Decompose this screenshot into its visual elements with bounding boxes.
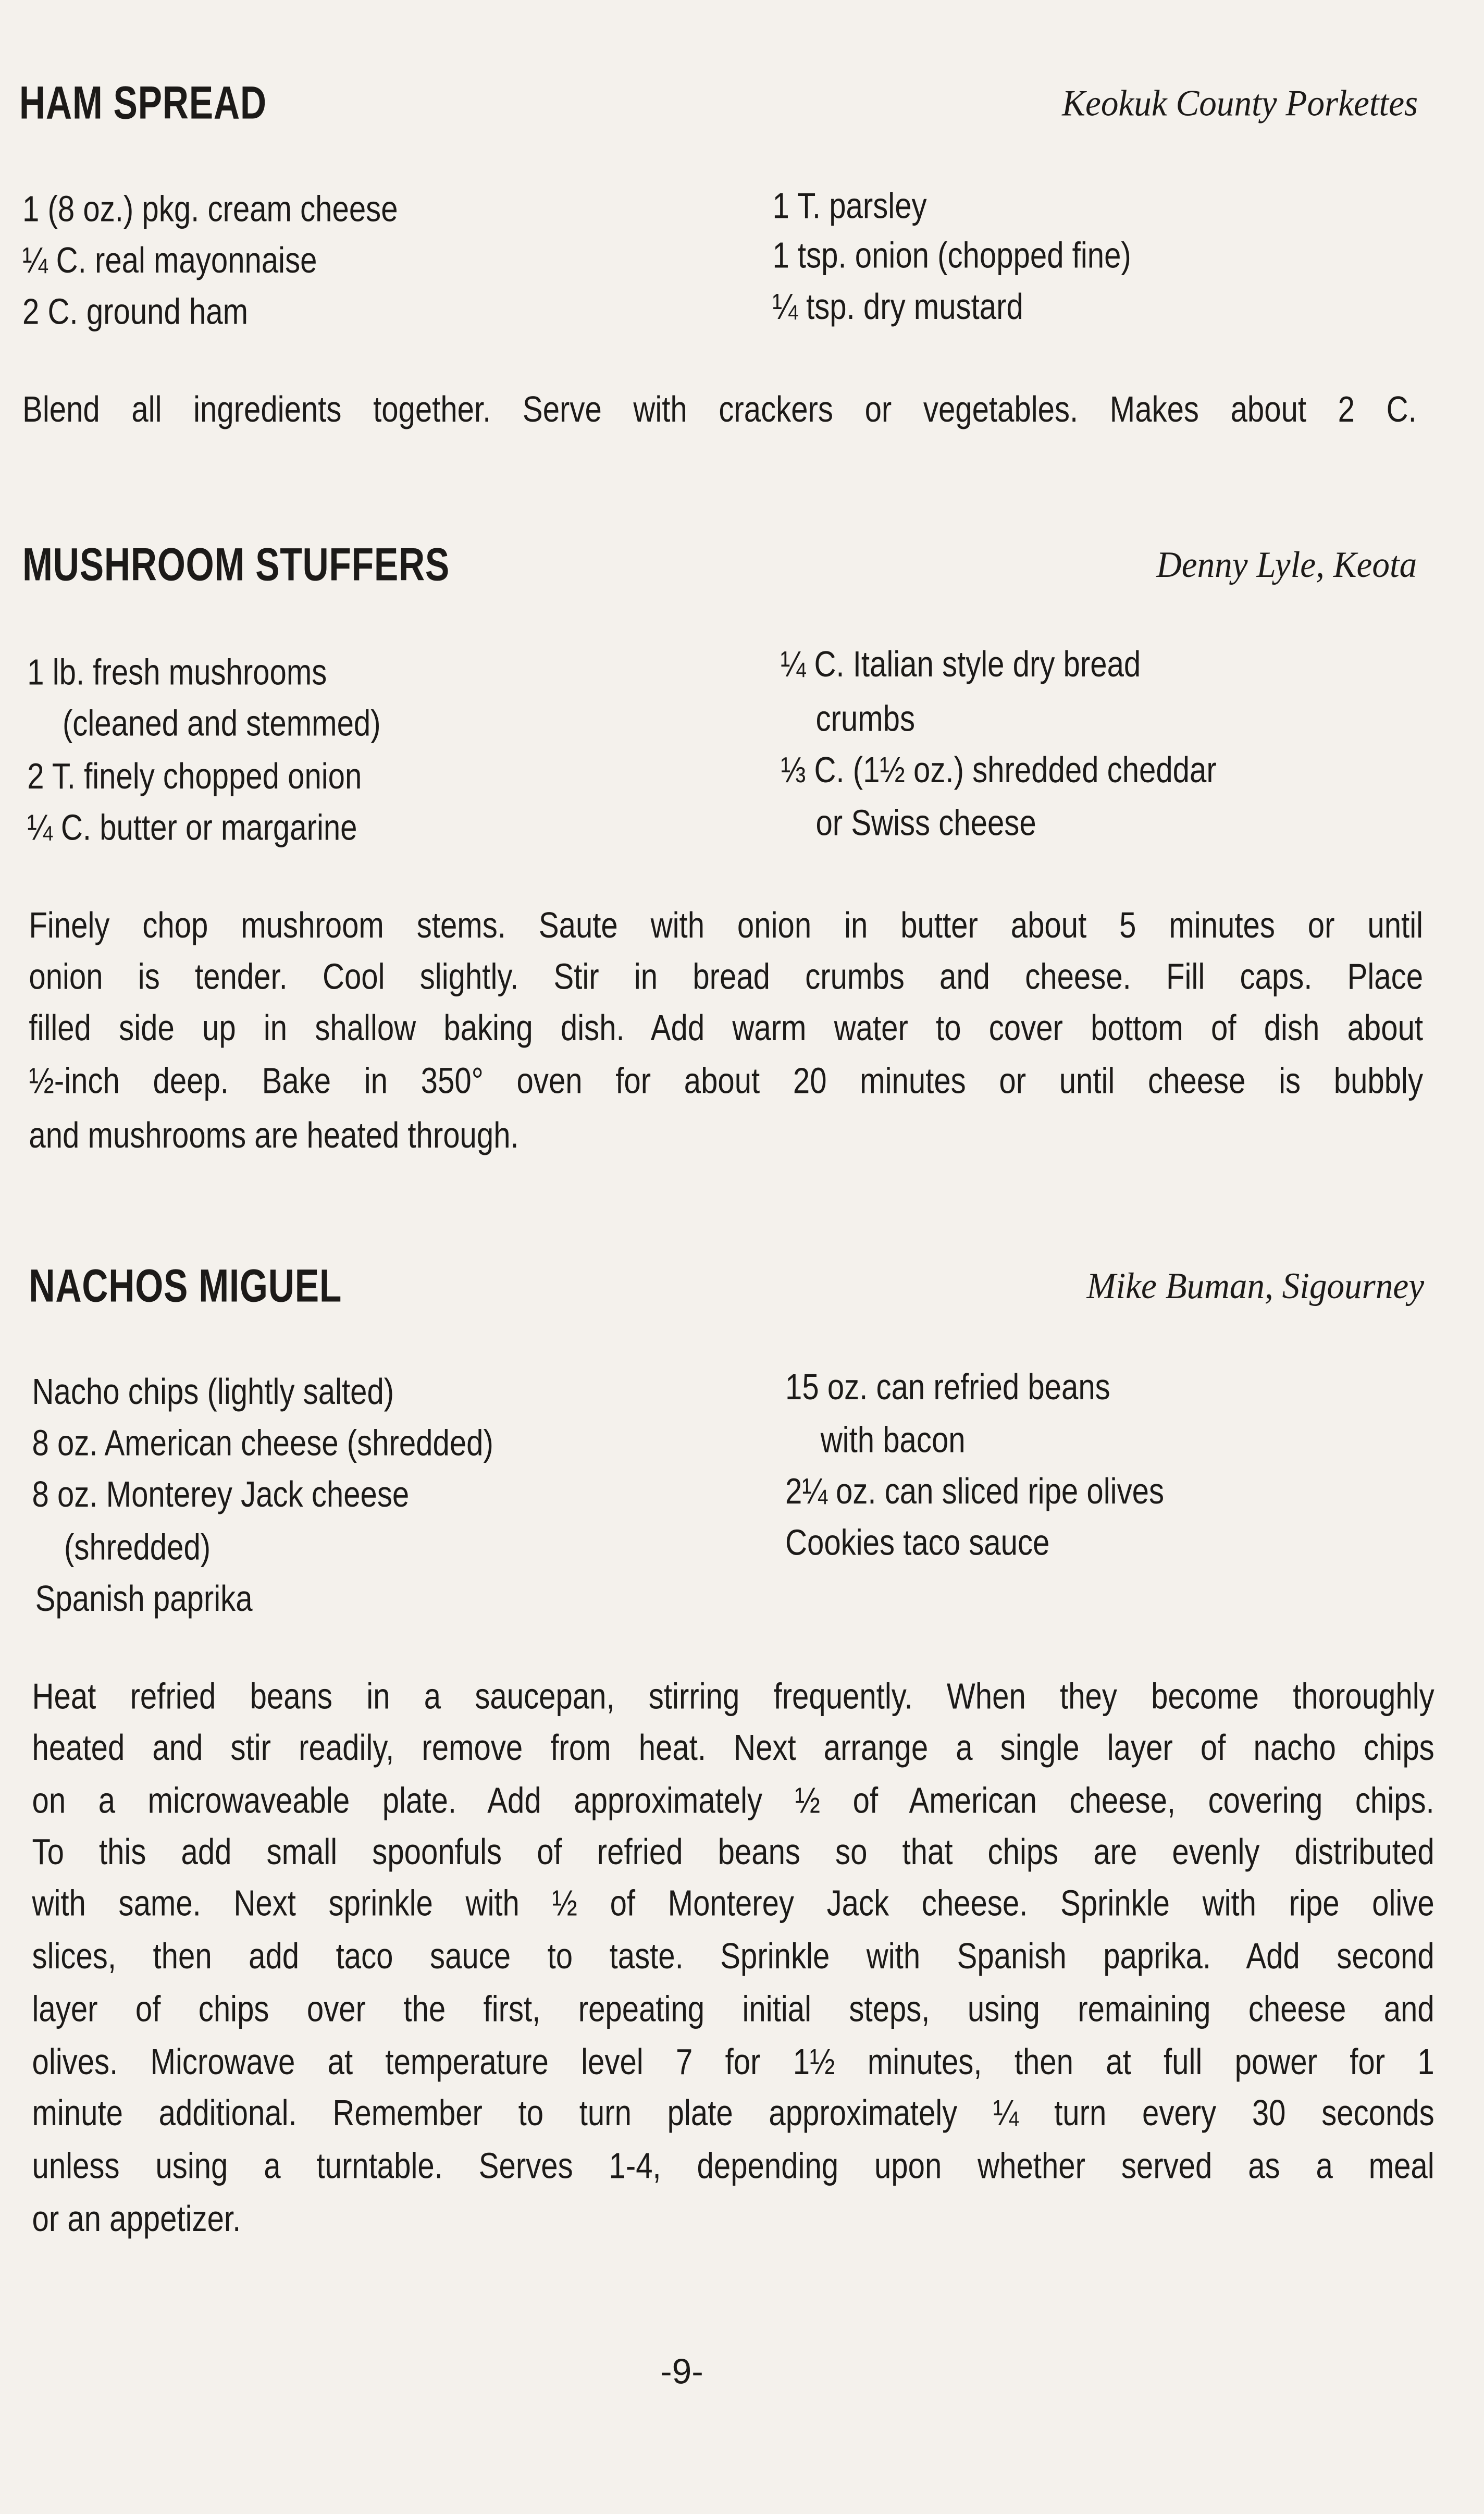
directions-line: Blend all ingredients together. Serve with crackers or vegetables. Makes about 2 C. bbox=[22, 389, 1417, 430]
recipe-author: Mike Buman, Sigourney bbox=[1087, 1266, 1425, 1307]
directions-line: onion is tender. Cool slightly. Stir in bread crumbs and cheese. Fill caps. Place bbox=[29, 957, 1424, 997]
directions-line: slices, then add taco sauce to taste. Sprinkle with Spanish paprika. Add second bbox=[32, 1936, 1434, 1977]
ingredient-item: or Swiss cheese bbox=[815, 803, 1036, 843]
directions-line: Finely chop mushroom stems. Saute with onion in butter about 5 minutes or until bbox=[29, 905, 1424, 946]
recipe-author: Denny Lyle, Keota bbox=[1156, 545, 1417, 585]
ingredient-item: (shredded) bbox=[64, 1527, 211, 1568]
ingredient-item: Nacho chips (lightly salted) bbox=[32, 1372, 394, 1412]
ingredient-item: (cleaned and stemmed) bbox=[62, 704, 381, 744]
ingredient-item: 1 tsp. onion (chopped fine) bbox=[772, 236, 1131, 276]
ingredient-item: 8 oz. American cheese (shredded) bbox=[32, 1423, 493, 1464]
ingredient-item: crumbs bbox=[815, 698, 916, 739]
directions-line: layer of chips over the first, repeating initial steps, using remaining cheese and bbox=[32, 1989, 1434, 2029]
ingredient-item: 2¼ oz. can sliced ripe olives bbox=[785, 1471, 1165, 1512]
ingredient-item: ⅓ C. (1½ oz.) shredded cheddar bbox=[780, 750, 1217, 791]
ingredient-item: 15 oz. can refried beans bbox=[785, 1367, 1110, 1408]
ingredient-item: with bacon bbox=[820, 1420, 966, 1460]
page-number: -9- bbox=[660, 2351, 703, 2392]
ingredient-item: 2 C. ground ham bbox=[22, 291, 249, 332]
directions-line: or an appetizer. bbox=[32, 2199, 241, 2239]
ingredient-item: ¼ C. real mayonnaise bbox=[22, 240, 317, 281]
ingredient-item: ¼ C. butter or margarine bbox=[27, 808, 357, 848]
ingredient-item: 1 (8 oz.) pkg. cream cheese bbox=[22, 189, 398, 229]
ingredient-item: ¼ tsp. dry mustard bbox=[772, 287, 1023, 327]
ingredient-item: 2 T. finely chopped onion bbox=[27, 756, 362, 797]
directions-line: and mushrooms are heated through. bbox=[29, 1115, 519, 1156]
directions-line: unless using a turntable. Serves 1-4, depending upon whether served as a meal bbox=[32, 2146, 1434, 2187]
recipe-author: Keokuk County Porkettes bbox=[1062, 83, 1418, 124]
directions-line: heated and stir readily, remove from heat. Next arrange a single layer of nacho chips bbox=[32, 1728, 1434, 1768]
recipe-title: HAM SPREAD bbox=[19, 78, 267, 130]
recipe-title: MUSHROOM STUFFERS bbox=[22, 540, 450, 591]
recipe-title: NACHOS MIGUEL bbox=[29, 1261, 342, 1313]
directions-line: on a microwaveable plate. Add approximately ½ of American cheese, covering chips. bbox=[32, 1780, 1434, 1821]
ingredient-item: Spanish paprika bbox=[35, 1579, 253, 1619]
ingredient-item: 1 T. parsley bbox=[772, 186, 927, 226]
directions-line: ½-inch deep. Bake in 350° oven for about 20 minutes or until cheese is bubbly bbox=[29, 1061, 1424, 1101]
directions-line: olives. Microwave at temperature level 7 for 1½ minutes, then at full power for 1 bbox=[32, 2042, 1434, 2082]
ingredient-item: ¼ C. Italian style dry bread bbox=[780, 644, 1141, 685]
directions-line: To this add small spoonfuls of refried beans so that chips are evenly distributed bbox=[32, 1832, 1434, 1872]
directions-line: Heat refried beans in a saucepan, stirring frequently. When they become thoroughly bbox=[32, 1677, 1434, 1717]
directions-line: minute additional. Remember to turn plate approximately ¼ turn every 30 seconds bbox=[32, 2093, 1434, 2134]
directions-line: with same. Next sprinkle with ½ of Monterey Jack cheese. Sprinkle with ripe olive bbox=[32, 1883, 1434, 1924]
ingredient-item: 8 oz. Monterey Jack cheese bbox=[32, 1474, 410, 1515]
directions-line: filled side up in shallow baking dish. Add warm water to cover bottom of dish about bbox=[29, 1008, 1424, 1049]
ingredient-item: 1 lb. fresh mushrooms bbox=[27, 652, 327, 693]
ingredient-item: Cookies taco sauce bbox=[785, 1522, 1050, 1563]
